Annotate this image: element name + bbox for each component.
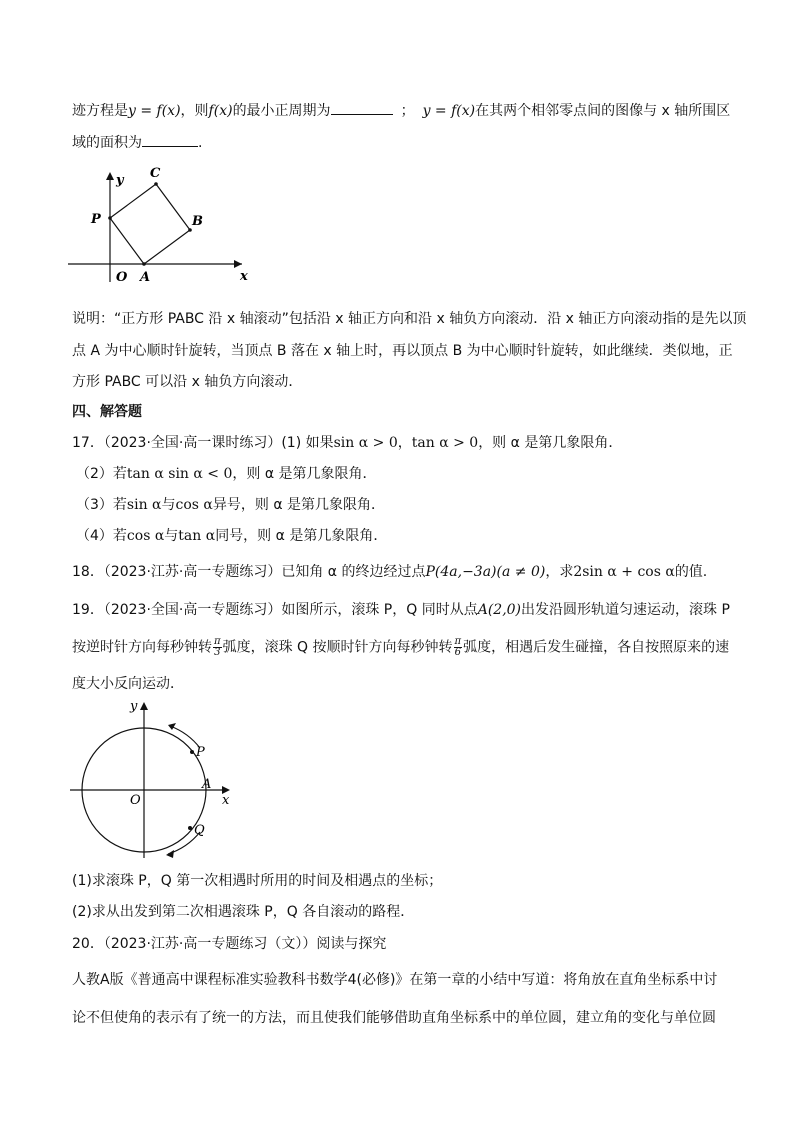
q17-math: cos α (126, 528, 165, 544)
answer-blank-area[interactable] (142, 132, 198, 147)
label-y: y (116, 173, 124, 188)
answer-blank-period[interactable] (331, 100, 393, 115)
q17-part-4 (76, 526, 387, 546)
q17-math: tan α (178, 528, 216, 544)
q17-text: （2）若 (76, 466, 127, 482)
label-q: Q (194, 823, 205, 838)
square-rolling-figure (68, 160, 258, 290)
square-pabc (110, 184, 190, 264)
q19-text: 弧度，相遇后发生碰撞，各自按照原来的速 (463, 639, 730, 656)
note-line-3: 方形 PABC 可以沿 x 轴负方向滚动． (72, 374, 303, 390)
label-a: A (140, 270, 151, 285)
x-axis-arrow-icon (234, 260, 242, 268)
intro-line-1 (72, 100, 730, 121)
q19-text: 19．（2023·全国·高一专题练习）如图所示，滚珠 P，Q 同时从点 (72, 602, 478, 618)
q17-text: （4）若 (76, 528, 127, 544)
q18-point: P(4a,−3a)(a ≠ 0) (425, 564, 546, 580)
intro-text: ，则 (180, 103, 209, 119)
intro-line-2 (72, 132, 202, 153)
q17-line-1 (72, 433, 622, 453)
arrow-head-icon (166, 850, 174, 858)
q17-math: tan α > 0 (411, 435, 479, 451)
equation: y = f(x) (128, 103, 181, 119)
label-x: x (222, 793, 230, 808)
q18-expression: 2sin α + cos α (573, 564, 675, 580)
q17-math: tan α sin α < 0 (126, 466, 233, 482)
label-p: P (196, 745, 205, 760)
y-axis-arrow-icon (106, 172, 114, 180)
q20-line-1: 20．（2023·江苏·高一专题练习（文））阅读与探究 (72, 936, 387, 952)
equation: y = f(x) (422, 103, 476, 119)
intro-text: ； (400, 103, 415, 119)
q17-text: 与 (164, 528, 179, 544)
label-o: O (130, 793, 141, 808)
q17-text: 同号，则 α 是第几象限角． (215, 528, 388, 544)
q18-line (72, 562, 707, 582)
q18-text: 18．（2023·江苏·高一专题练习）已知角 α 的终边经过点 (72, 564, 426, 580)
label-p: P (91, 212, 101, 227)
note-line-2: 点 A 为中心顺时针旋转，当顶点 B 落在 x 轴上时，再以顶点 B 为中心顺时针旋转，如此继续．类似地，正 (72, 343, 733, 359)
section-heading: 四、解答题 (72, 404, 142, 420)
label-o: O (116, 270, 128, 285)
label-a: A (202, 777, 212, 792)
note-line-1: 说明：“正方形 PABC 沿 x 轴滚动”包括沿 x 轴正方向和沿 x 轴负方向滚动．沿 x 轴正方向滚动指的是先以顶 (72, 311, 747, 327)
intro-text: 的最小正周期为 (232, 103, 331, 119)
q17-math: sin α > 0 (333, 435, 398, 451)
q19-subquestion-1: (1)求滚珠 P，Q 第一次相遇时所用的时间及相遇点的坐标； (72, 873, 443, 889)
q18-text: ，求 (545, 564, 574, 580)
label-y: y (130, 699, 138, 714)
fraction-pi-6 (454, 637, 463, 658)
fraction-numerator: π (214, 636, 221, 647)
q17-text: 17．（2023·全国·高一课时练习）(1) 如果 (72, 435, 334, 451)
point-c (154, 182, 158, 186)
q19-text: 按逆时针方向每秒钟转 (72, 639, 212, 656)
intro-text: 域的面积为 (72, 135, 142, 151)
q19-text: 弧度，滚珠 Q 按顺时针方向每秒钟转 (222, 639, 453, 656)
intro-text: . (198, 135, 203, 151)
point-a (142, 262, 146, 266)
intro-text: 迹方程是 (72, 103, 128, 119)
q17-part-3 (76, 495, 385, 515)
q18-text: 的值. (674, 564, 708, 580)
q17-math: cos α (175, 497, 213, 513)
fraction-numerator: π (454, 636, 462, 647)
q17-text: ， (397, 435, 412, 451)
function: f(x) (208, 103, 233, 119)
intro-text: 在其两个相邻零点间的图像与 x 轴所围区 (475, 103, 731, 119)
fraction-denominator: 6 (454, 647, 461, 658)
q19-line-2 (72, 637, 729, 658)
q19-line-1 (72, 600, 730, 620)
q17-text: 与 (161, 497, 176, 513)
q17-part-2 (76, 464, 377, 484)
q19-line-3: 度大小反向运动． (72, 676, 184, 692)
label-x: x (240, 269, 248, 284)
point-p (108, 216, 112, 220)
label-c: C (150, 166, 161, 181)
q20-line-2: 人教A版《普通高中课程标准实验教科书数学4(必修)》在第一章的小结中写道：将角放在直角坐标系中讨 (72, 972, 718, 988)
label-b: B (192, 214, 203, 229)
ball-p (190, 750, 194, 754)
fraction-denominator: 3 (214, 647, 221, 658)
q17-text: 异号，则 α 是第几象限角． (212, 497, 386, 513)
circle-track-figure (66, 694, 246, 864)
q19-text: 出发沿圆形轨道匀速运动，滚珠 P (521, 602, 730, 618)
y-axis-arrow-icon (140, 702, 148, 710)
arrow-head-icon (168, 723, 176, 730)
q17-math: sin α (126, 497, 162, 513)
q19-subquestion-2: (2)求从出发到第二次相遇滚珠 P，Q 各自滚动的路程． (72, 904, 415, 920)
fraction-pi-3 (213, 637, 222, 658)
q19-point: A(2,0) (477, 602, 522, 618)
ball-q (188, 826, 192, 830)
q17-text: （3）若 (76, 497, 127, 513)
q17-text: ，则 α 是第几象限角． (232, 466, 377, 482)
q20-line-3: 论不但使角的表示有了统一的方法，而且使我们能够借助直角坐标系中的单位圆，建立角的变化与单位圆 (72, 1010, 716, 1026)
q17-text: ，则 α 是第几象限角． (478, 435, 623, 451)
